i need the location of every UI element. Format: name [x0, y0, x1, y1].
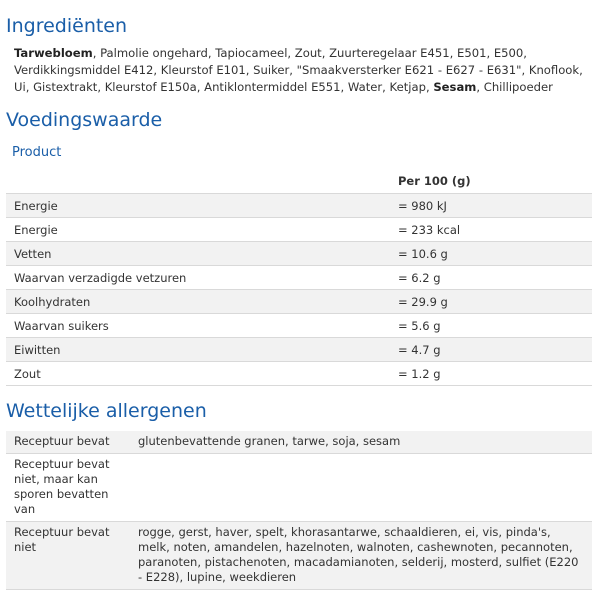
nutrient-name: Koolhydraten [6, 290, 390, 314]
nutrient-value: = 5.6 g [390, 314, 592, 338]
nutrient-value: = 4.7 g [390, 338, 592, 362]
nutrition-table [6, 169, 592, 386]
allergens-heading: Wettelijke allergenen [6, 400, 207, 422]
ingredient-bold: Sesam [433, 80, 477, 94]
table-row [6, 338, 592, 362]
nutrient-value: = 980 kJ [390, 194, 592, 218]
ingredient-text: , Chillipoeder [476, 80, 553, 94]
nutrient-name: Eiwitten [6, 338, 390, 362]
ingredient-bold: Tarwebloem [14, 46, 93, 60]
ingredient-text: , Palmolie ongehard, Tapiocameel, Zout, Zuurteregelaar E451, E501, E500, Verdikkingsmiddel E412, Kleurstof E101, Suiker, "Smaakversterker E621 - E627 - E631", Knoflook, Ui, Gistextrakt, Kleurstof E150a, Antiklontermiddel E551, Water, Ketjap, [14, 46, 583, 94]
allergen-label: Receptuur bevat [6, 431, 130, 454]
allergen-value: glutenbevattende granen, tarwe, soja, sesam [130, 431, 592, 454]
nutrient-name: Vetten [6, 242, 390, 266]
table-row [6, 266, 592, 290]
allergen-value: rogge, gerst, haver, spelt, khorasantarwe, schaaldieren, ei, vis, pinda's, melk, noten, amandelen, hazelnoten, walnoten, cashewnoten, pecannoten, paranoten, pistachenoten, macadamianoten, selderij, mosterd, sulfiet (E220 - E228), lupine, weekdieren [130, 522, 592, 590]
allergen-label: Receptuur bevat niet, maar kan sporen bevatten van [6, 454, 130, 522]
nutrient-name: Energie [6, 218, 390, 242]
table-row [6, 314, 592, 338]
nutrient-name: Waarvan verzadigde vetzuren [6, 266, 390, 290]
table-row [6, 218, 592, 242]
nutrient-name: Waarvan suikers [6, 314, 390, 338]
table-row [6, 242, 592, 266]
table-row [6, 522, 592, 590]
ingredients-heading: Ingrediënten [6, 15, 128, 37]
allergen-label: Receptuur bevat niet [6, 522, 130, 590]
nutrition-subheading: Product [12, 145, 62, 160]
table-row [6, 454, 592, 522]
nutrition-header-label [6, 169, 390, 194]
table-row [6, 290, 592, 314]
allergen-value [130, 454, 592, 522]
table-row [6, 194, 592, 218]
nutrient-value: = 6.2 g [390, 266, 592, 290]
nutrition-header-row [6, 169, 592, 194]
nutrient-value: = 10.6 g [390, 242, 592, 266]
nutrient-value: = 1.2 g [390, 362, 592, 386]
nutrition-header-value: Per 100 (g) [390, 169, 592, 194]
nutrient-name: Energie [6, 194, 390, 218]
nutrient-value: = 233 kcal [390, 218, 592, 242]
table-row [6, 362, 592, 386]
table-row [6, 431, 592, 454]
nutrition-heading: Voedingswaarde [6, 109, 163, 131]
nutrient-value: = 29.9 g [390, 290, 592, 314]
ingredients-text [14, 45, 592, 96]
nutrient-name: Zout [6, 362, 390, 386]
allergens-table [6, 431, 592, 590]
